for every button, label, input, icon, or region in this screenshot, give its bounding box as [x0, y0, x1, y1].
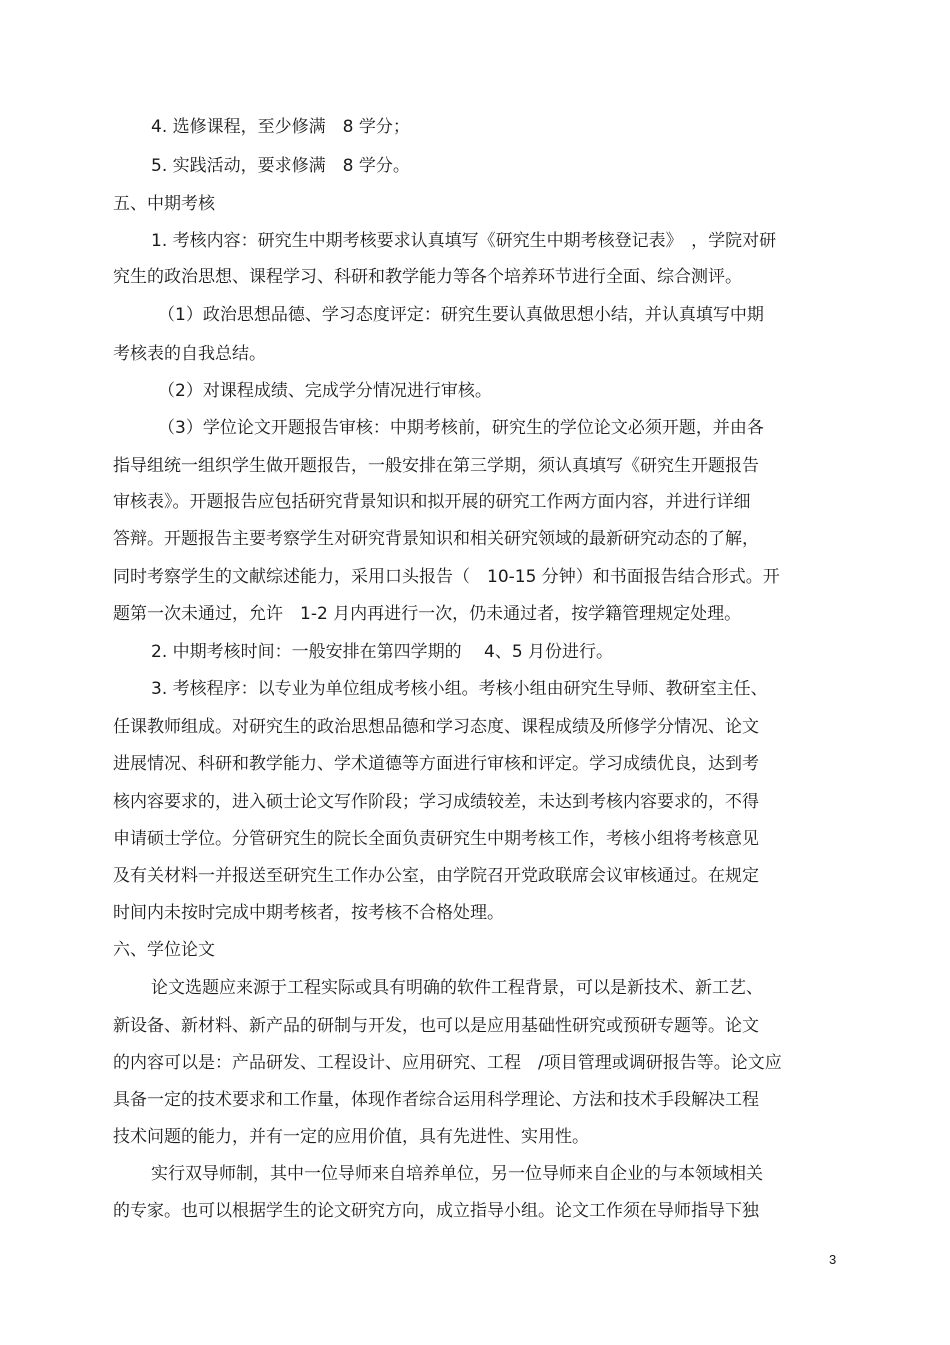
text-line: 及有关材料一并报送至研究生工作办公室，由学院召开党政联席会议审核通过。在规定 [113, 866, 759, 886]
text-line: 究生的政治思想、课程学习、科研和教学能力等各个培养环节进行全面、综合测评。 [113, 267, 742, 287]
text-line: 同时考察学生的文献综述能力，采用口头报告（ 10-15 分钟）和书面报告结合形式。开 [113, 567, 780, 587]
section-heading: 六、学位论文 [113, 940, 215, 960]
text-line: 考核表的自我总结。 [113, 344, 266, 364]
text-line: 审核表》。开题报告应包括研究背景知识和拟开展的研究工作两方面内容，并进行详细 [113, 492, 751, 512]
text-line: 新设备、新材料、新产品的研制与开发，也可以是应用基础性研究或预研专题等。论文 [113, 1016, 759, 1036]
text-line: 2. 中期考核时间：一般安排在第四学期的 4、5 月份进行。 [151, 642, 614, 662]
text-line: 申请硕士学位。分管研究生的院长全面负责研究生中期考核工作，考核小组将考核意见 [113, 829, 759, 849]
text-line: 进展情况、科研和教学能力、学术道德等方面进行审核和评定。学习成绩优良，达到考 [113, 754, 759, 774]
text-line: 3. 考核程序：以专业为单位组成考核小组。考核小组由研究生导师、教研室主任、 [151, 679, 768, 699]
text-line: 指导组统一组织学生做开题报告，一般安排在第三学期，须认真填写《研究生开题报告 [113, 456, 759, 476]
text-line: 具备一定的技术要求和工作量，体现作者综合运用科学理论、方法和技术手段解决工程 [113, 1090, 759, 1110]
text-line: 5. 实践活动，要求修满 8 学分。 [151, 156, 410, 176]
text-line: 技术问题的能力，并有一定的应用价值，具有先进性、实用性。 [113, 1127, 589, 1147]
text-line: 4. 选修课程，至少修满 8 学分； [151, 117, 410, 137]
text-line: 时间内未按时完成中期考核者，按考核不合格处理。 [113, 903, 504, 923]
text-line: 核内容要求的，进入硕士论文写作阶段；学习成绩较差，未达到考核内容要求的，不得 [113, 792, 759, 812]
page-number: 3 [829, 1252, 837, 1267]
section-heading: 五、中期考核 [113, 194, 215, 214]
text-line: （1）政治思想品德、学习态度评定：研究生要认真做思想小结，并认真填写中期 [158, 305, 764, 325]
text-line: 任课教师组成。对研究生的政治思想品德和学习态度、课程成绩及所修学分情况、论文 [113, 717, 759, 737]
text-line: 的专家。也可以根据学生的论文研究方向，成立指导小组。论文工作须在导师指导下独 [113, 1201, 759, 1221]
text-line: （2）对课程成绩、完成学分情况进行审核。 [158, 381, 492, 401]
text-line: 的内容可以是：产品研发、工程设计、应用研究、工程 /项目管理或调研报告等。论文应 [113, 1053, 782, 1073]
text-line: 实行双导师制，其中一位导师来自培养单位，另一位导师来自企业的与本领域相关 [151, 1164, 763, 1184]
text-line: 答辩。开题报告主要考察学生对研究背景知识和相关研究领域的最新研究动态的了解， [113, 529, 759, 549]
text-line: 论文选题应来源于工程实际或具有明确的软件工程背景，可以是新技术、新工艺、 [151, 978, 763, 998]
text-line: 题第一次未通过，允许 1-2 月内再进行一次，仍未通过者，按学籍管理规定处理。 [113, 604, 742, 624]
text-line: （3）学位论文开题报告审核：中期考核前，研究生的学位论文必须开题，并由各 [158, 418, 764, 438]
text-line: 1. 考核内容：研究生中期考核要求认真填写《研究生中期考核登记表》 ，学院对研 [151, 231, 777, 251]
